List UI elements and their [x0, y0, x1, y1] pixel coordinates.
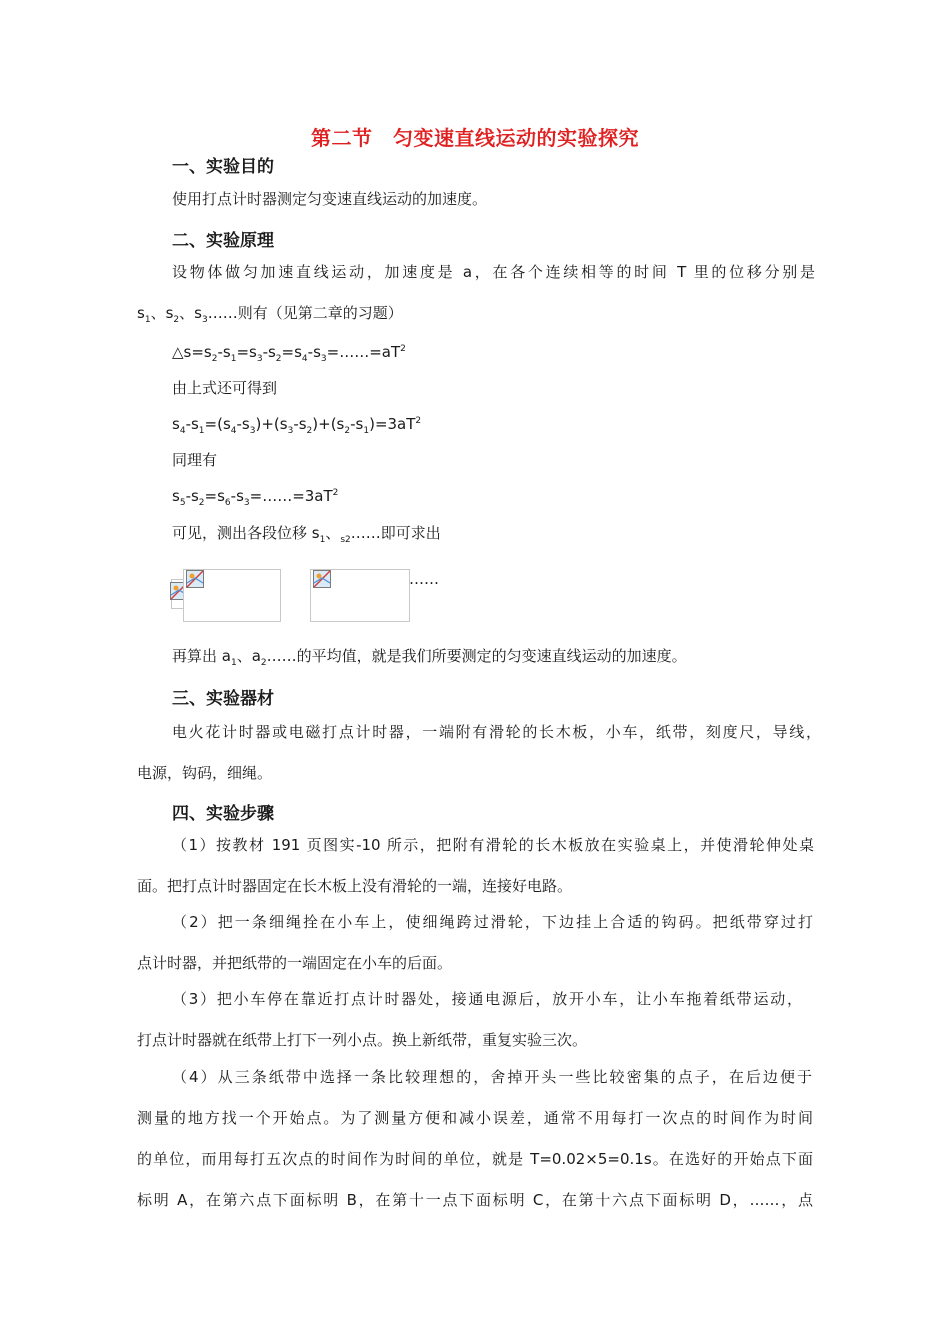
broken-image-icon: [186, 570, 204, 588]
broken-image-icon: [313, 570, 331, 588]
purpose-text: 使用打点计时器测定匀变速直线运动的加速度。: [172, 190, 488, 208]
formula-1: $\triangle s=s_2-s_1=s_3-s_2=s_4-s_3=\dots\dots=aT^2$: [172, 343, 406, 364]
step-1-line-1: （1）按教材 191 页图实-10 所示，把附有滑轮的长木板放在实验桌上，并使滑轮伸处桌: [172, 836, 814, 854]
same-text: 同理有: [172, 451, 218, 469]
step-2-line-1: （2）把一条细绳拴在小车上，使细绳跨过滑轮，下边挂上合适的钩码。把纸带穿过打: [172, 913, 813, 931]
formula-2: $s_4-s_1=(s_4-s_3)+(s_3-s_2)+(s_2-s_1)=3aT^2$: [172, 415, 422, 436]
principle-line-1: 设物体做匀加速直线运动，加速度是 a，在各个连续相等的时间 T 里的位移分别是: [172, 263, 815, 281]
step-3-line-2: 打点计时器就在纸带上打下一列小点。换上新纸带，重复实验三次。: [137, 1031, 588, 1049]
section-heading-principle: 二、实验原理: [172, 231, 274, 251]
step-3-line-1: （3）把小车停在靠近打点计时器处，接通电源后，放开小车，让小车拖着纸带运动，: [172, 990, 802, 1008]
formula-3: $s_5-s_2=s_6-s_3=\dots\dots=3aT^2$: [172, 487, 339, 508]
step-4-line-2: 测量的地方找一个开始点。为了测量方便和减小误差，通常不用每打一次点的时间作为时间: [137, 1109, 813, 1127]
image-ellipsis: ……: [409, 570, 439, 588]
step-4-line-4: 标明 A，在第六点下面标明 B，在第十一点下面标明 C，在第十六点下面标明 D，……，点: [137, 1191, 813, 1209]
section-heading-purpose: 一、实验目的: [172, 157, 274, 177]
visible-text: 可见，测出各段位移 $s_1$、$_{s2}$……即可求出: [172, 524, 441, 545]
step-1-line-2: 面。把打点计时器固定在长木板上没有滑轮的一端，连接好电路。: [137, 877, 573, 895]
section-heading-equipment: 三、实验器材: [172, 689, 274, 709]
step-2-line-2: 点计时器，并把纸带的一端固定在小车的后面。: [137, 954, 453, 972]
derive-text: 由上式还可得到: [172, 379, 278, 397]
principle-line-2: $s_1$、$s_2$、$s_3\dots\dots$则有（见第二章的习题）: [137, 304, 403, 325]
step-4-line-1: （4）从三条纸带中选择一条比较理想的，舍掉开头一些比较密集的点子，在后边便于: [172, 1068, 812, 1086]
page-title: 第二节 匀变速直线运动的实验探究: [311, 126, 639, 150]
step-4-line-3: 的单位，而用每打五次点的时间作为时间的单位，就是 T=0.02×5=0.1s。在选好的开始点下面: [137, 1150, 813, 1168]
average-text: 再算出 $a_1$、$a_2\dots\dots$的平均值，就是我们所要测定的匀变速直线运动的加速度。: [172, 647, 687, 668]
equipment-line-2: 电源，钩码，细绳。: [137, 764, 273, 782]
section-heading-steps: 四、实验步骤: [172, 804, 274, 824]
equipment-line-1: 电火花计时器或电磁打点计时器，一端附有滑轮的长木板，小车，纸带，刻度尺，导线，: [172, 723, 821, 741]
